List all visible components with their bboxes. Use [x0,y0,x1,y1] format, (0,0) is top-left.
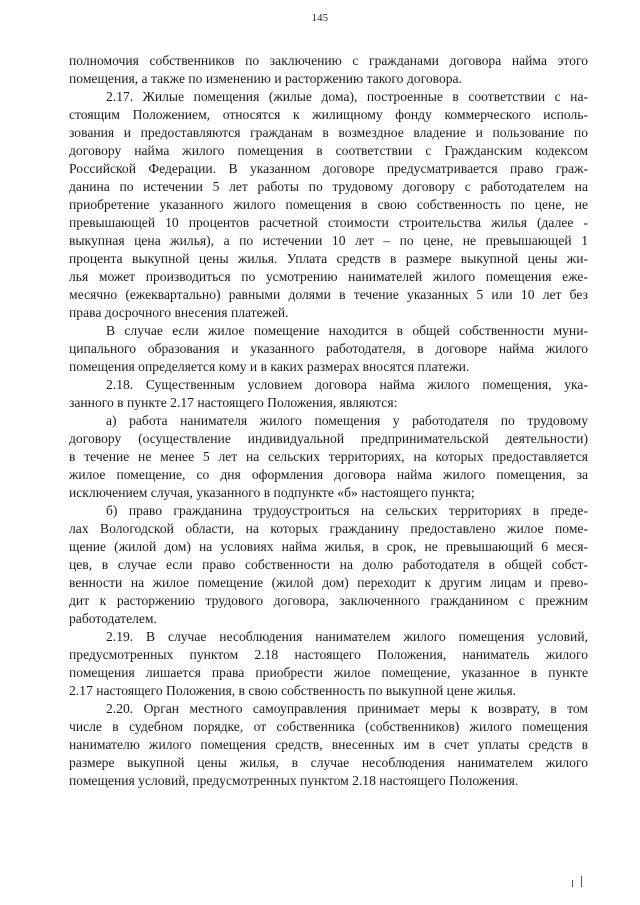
paragraph-first-line: а) работа нанимателя жилого помещения у работодателя по трудовому [106,413,588,428]
text-line: договору найма жилого помещения в соответствии с Гражданским кодексом [69,143,588,158]
text-line: цев, в случае если право собственности на долю работодателя в общей собст- [69,557,588,572]
text-line: ципального образования и указанного работодателя, в договоре найма жилого [69,341,588,356]
scan-mark [572,880,573,887]
text-line: стоящим Положением, относятся к жилищному фонду коммерческого исполь- [69,107,588,122]
text-line: нанимателю жилого помещения средств, внесенных им в счет уплаты средств в [69,737,588,752]
text-line: исключением случая, указанного в подпункте «б» настоящего пункта; [69,485,475,500]
text-line: дит к расторжению трудового договора, заключенного гражданином с прежним [69,593,588,608]
text-line: жилое помещение, со дня оформления договора найма жилого помещения, за [69,467,588,482]
text-line: приобретение указанного жилого помещения в свою собственность по цене, не [69,197,588,212]
text-line: лах Вологодской области, на которых гражданину предоставлено жилое поме- [69,521,588,536]
text-line: помещения, а также по изменению и расторжению такого договора. [69,71,462,86]
text-line: работодателем. [69,611,157,626]
text-line: щение (жилой дом) на условиях найма жилья, в срок, не превышающий 6 меся- [69,539,588,554]
text-line: лья может производиться по усмотрению нанимателей жилого помещения еже- [69,269,588,284]
text-line: процента выкупной цены жилья. Уплата средств в размере выкупной цены жи- [69,251,588,266]
paragraph-first-line: б) право гражданина трудоустроиться на сельских территориях в преде- [106,503,588,518]
paragraph-first-line: 2.18. Существенным условием договора найма жилого помещения, ука- [106,377,588,392]
page-number: 145 [311,13,329,24]
scan-mark [581,876,582,887]
text-line: данина по истечении 5 лет работы по трудовому договору с работодателем на [69,179,588,194]
text-line: размере выкупной цены жилья, в случае несоблюдения нанимателем жилого [69,755,588,770]
text-line: числе в судебном порядке, от собственника (собственников) жилого помещения [69,719,588,734]
text-line: выкупная цена жилья), а по истечении 10 лет – по цене, не превышающей 1 [69,233,588,248]
text-line: месячно (ежеквартально) равными долями в течение указанных 5 или 10 лет без [69,287,588,302]
text-line: превышающей 10 процентов расчетной стоимости строительства жилья (далее - [69,215,588,230]
text-line: предусмотренных пунктом 2.18 настоящего Положения, наниматель жилого [69,647,588,662]
text-line: права досрочного внесения платежей. [69,305,289,320]
text-line: венности на жилое помещение (жилой дом) переходит к другим лицам и прево- [69,575,588,590]
document-body [69,52,588,790]
text-line: 2.17 настоящего Положения, в свою собственность по выкупной цене жилья. [69,683,516,698]
paragraph-first-line: В случае если жилое помещение находится в общей собственности муни- [106,323,588,338]
text-line: помещения условий, предусмотренных пунктом 2.18 настоящего Положения. [69,773,519,788]
paragraph-first-line: 2.19. В случае несоблюдения нанимателем жилого помещения условий, [106,629,588,644]
text-line: полномочия собственников по заключению с гражданами договора найма этого [69,53,588,68]
text-line: помещения определяется кому и в каких размерах вносятся платежи. [69,359,470,374]
text-line: помещения лишается права приобрести жилое помещение, указанное в пункте [69,665,588,680]
text-line: договору (осуществление индивидуальной предпринимательской деятельности) [69,431,588,446]
text-line: в течение не менее 5 лет на сельских территориях, на которых предоставляется [69,449,588,464]
paragraph-first-line: 2.20. Орган местного самоуправления принимает меры к возврату, в том [106,701,588,716]
text-line: Российской Федерации. В указанном договоре предусматривается право граж- [69,161,588,176]
paragraph-first-line: 2.17. Жилые помещения (жилые дома), построенные в соответствии с на- [106,89,588,104]
text-line: зования и предоставляются гражданам в возмездное владение и пользование по [69,125,588,140]
text-line: занного в пункте 2.17 настоящего Положения, являются: [69,395,398,410]
